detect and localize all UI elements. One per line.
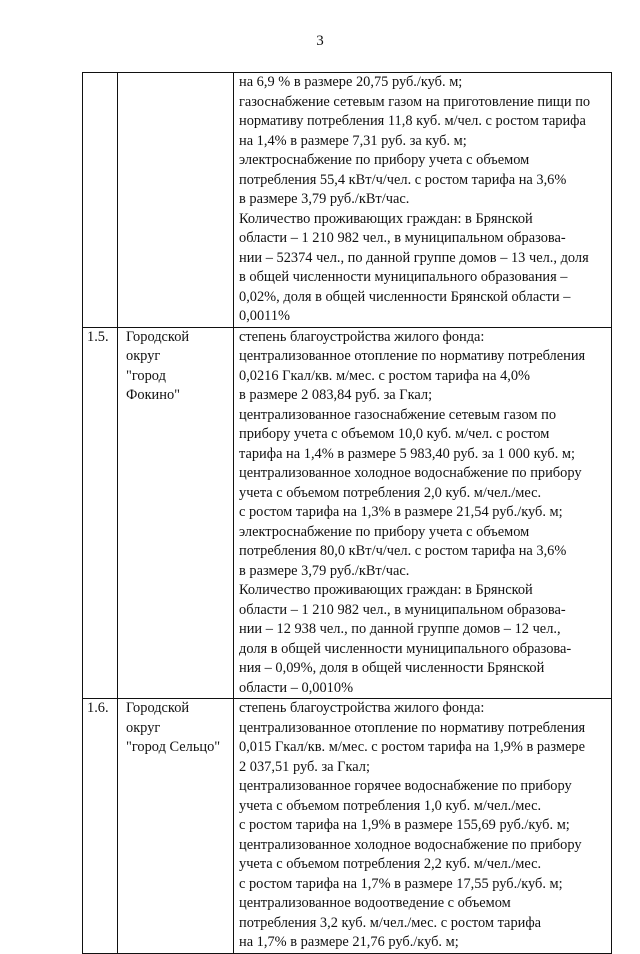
description-line: в общей численности муниципального образования – <box>239 269 568 285</box>
municipality-name <box>118 73 234 328</box>
description-line: нормативу потребления 11,8 куб. м/чел. с ростом тарифа <box>239 113 586 129</box>
row-number <box>83 73 118 328</box>
description-line: нии – 52374 чел., по данной группе домов – 13 чел., доля <box>239 249 589 266</box>
tariff-description <box>234 73 612 328</box>
page-number: 3 <box>316 33 324 49</box>
municipality-name <box>118 699 234 954</box>
description-line: прибору учета с объемом 10,0 куб. м/чел. с ростом <box>239 426 550 442</box>
description-line: централизованное водоотведение с объемом <box>239 895 511 911</box>
row-number: 1.6. <box>83 699 118 954</box>
municipality-name-line: Городской <box>126 700 190 716</box>
description-line: 0,015 Гкал/кв. м/мес. с ростом тарифа на 1,9% в размере <box>239 739 585 755</box>
description-line: Количество проживающих граждан: в Брянской <box>239 582 533 598</box>
description-line: в размере 2 083,84 руб. за Гкал; <box>239 387 433 403</box>
description-line: доля в общей численности муниципального образова- <box>239 640 572 657</box>
description-line: централизованное газоснабжение сетевым газом по <box>239 406 557 423</box>
description-line: 2 037,51 руб. за Гкал; <box>239 758 370 775</box>
description-line: с ростом тарифа на 1,3% в размере 21,54 руб./куб. м; <box>239 504 563 520</box>
description-line: в размере 3,79 руб./кВт/час. <box>239 562 410 579</box>
description-line: потребления 55,4 кВт/ч/чел. с ростом тарифа на 3,6% <box>239 171 567 188</box>
description-line: 0,0011% <box>239 308 291 324</box>
description-line: нии – 12 938 чел., по данной группе домов – 12 чел., <box>239 621 561 637</box>
row-number: 1.5. <box>83 327 118 699</box>
description-line: централизованное отопление по нормативу потребления <box>239 719 586 736</box>
description-line: 0,02%, доля в общей численности Брянской области – <box>239 288 571 305</box>
description-line: с ростом тарифа на 1,7% в размере 17,55 руб./куб. м; <box>239 875 563 892</box>
tariff-description <box>234 327 612 699</box>
description-line: централизованное холодное водоснабжение по прибору <box>239 465 582 481</box>
description-line: области – 1 210 982 чел., в муниципальном образова- <box>239 230 566 246</box>
description-line: на 1,4% в размере 7,31 руб. за куб. м; <box>239 132 467 149</box>
description-line: на 1,7% в размере 21,76 руб./куб. м; <box>239 934 459 950</box>
description-line: электроснабжение по прибору учета с объемом <box>239 523 530 540</box>
description-line: области – 1 210 982 чел., в муниципальном образова- <box>239 601 566 618</box>
tariff-table <box>82 72 612 954</box>
municipality-name-line: Городской <box>126 328 190 345</box>
tariff-description <box>234 699 612 954</box>
description-line: централизованное холодное водоснабжение по прибору <box>239 836 582 853</box>
description-line: степень благоустройства жилого фонда: <box>239 700 485 716</box>
municipality-name-line: округ <box>126 348 161 364</box>
description-line: тарифа на 1,4% в размере 5 983,40 руб. за 1 000 куб. м; <box>239 445 576 462</box>
description-line: потребления 80,0 кВт/ч/чел. с ростом тарифа на 3,6% <box>239 543 567 559</box>
description-line: централизованное отопление по нормативу потребления <box>239 348 586 364</box>
description-line: потребления 3,2 куб. м/чел./мес. с ростом тарифа <box>239 914 542 931</box>
description-line: степень благоустройства жилого фонда: <box>239 328 485 345</box>
description-line: учета с объемом потребления 2,0 куб. м/чел./мес. <box>239 484 542 501</box>
description-line: газоснабжение сетевым газом на приготовление пищи по <box>239 93 591 110</box>
municipality-name-line: "город Сельцо" <box>126 739 221 755</box>
municipality-name-line: "город <box>126 367 166 384</box>
municipality-name <box>118 327 234 699</box>
description-line: централизованное горячее водоснабжение по прибору <box>239 778 572 794</box>
description-line: учета с объемом потребления 1,0 куб. м/чел./мес. <box>239 797 542 814</box>
description-line: 0,0216 Гкал/кв. м/мес. с ростом тарифа на 4,0% <box>239 367 531 384</box>
municipality-name-line: Фокино" <box>126 387 181 403</box>
description-line: ния – 0,09%, доля в общей численности Брянской <box>239 660 545 676</box>
description-line: на 6,9 % в размере 20,75 руб./куб. м; <box>239 74 463 90</box>
description-line: электроснабжение по прибору учета с объемом <box>239 152 530 168</box>
description-line: в размере 3,79 руб./кВт/час. <box>239 191 410 207</box>
table-row <box>83 699 612 954</box>
description-line: области – 0,0010% <box>239 679 354 696</box>
table-row <box>83 327 612 699</box>
table-row <box>83 73 612 328</box>
description-line: Количество проживающих граждан: в Брянской <box>239 210 533 227</box>
description-line: с ростом тарифа на 1,9% в размере 155,69 руб./куб. м; <box>239 817 570 833</box>
municipality-name-line: округ <box>126 719 161 736</box>
description-line: учета с объемом потребления 2,2 куб. м/чел./мес. <box>239 856 542 872</box>
table-body <box>83 73 612 954</box>
